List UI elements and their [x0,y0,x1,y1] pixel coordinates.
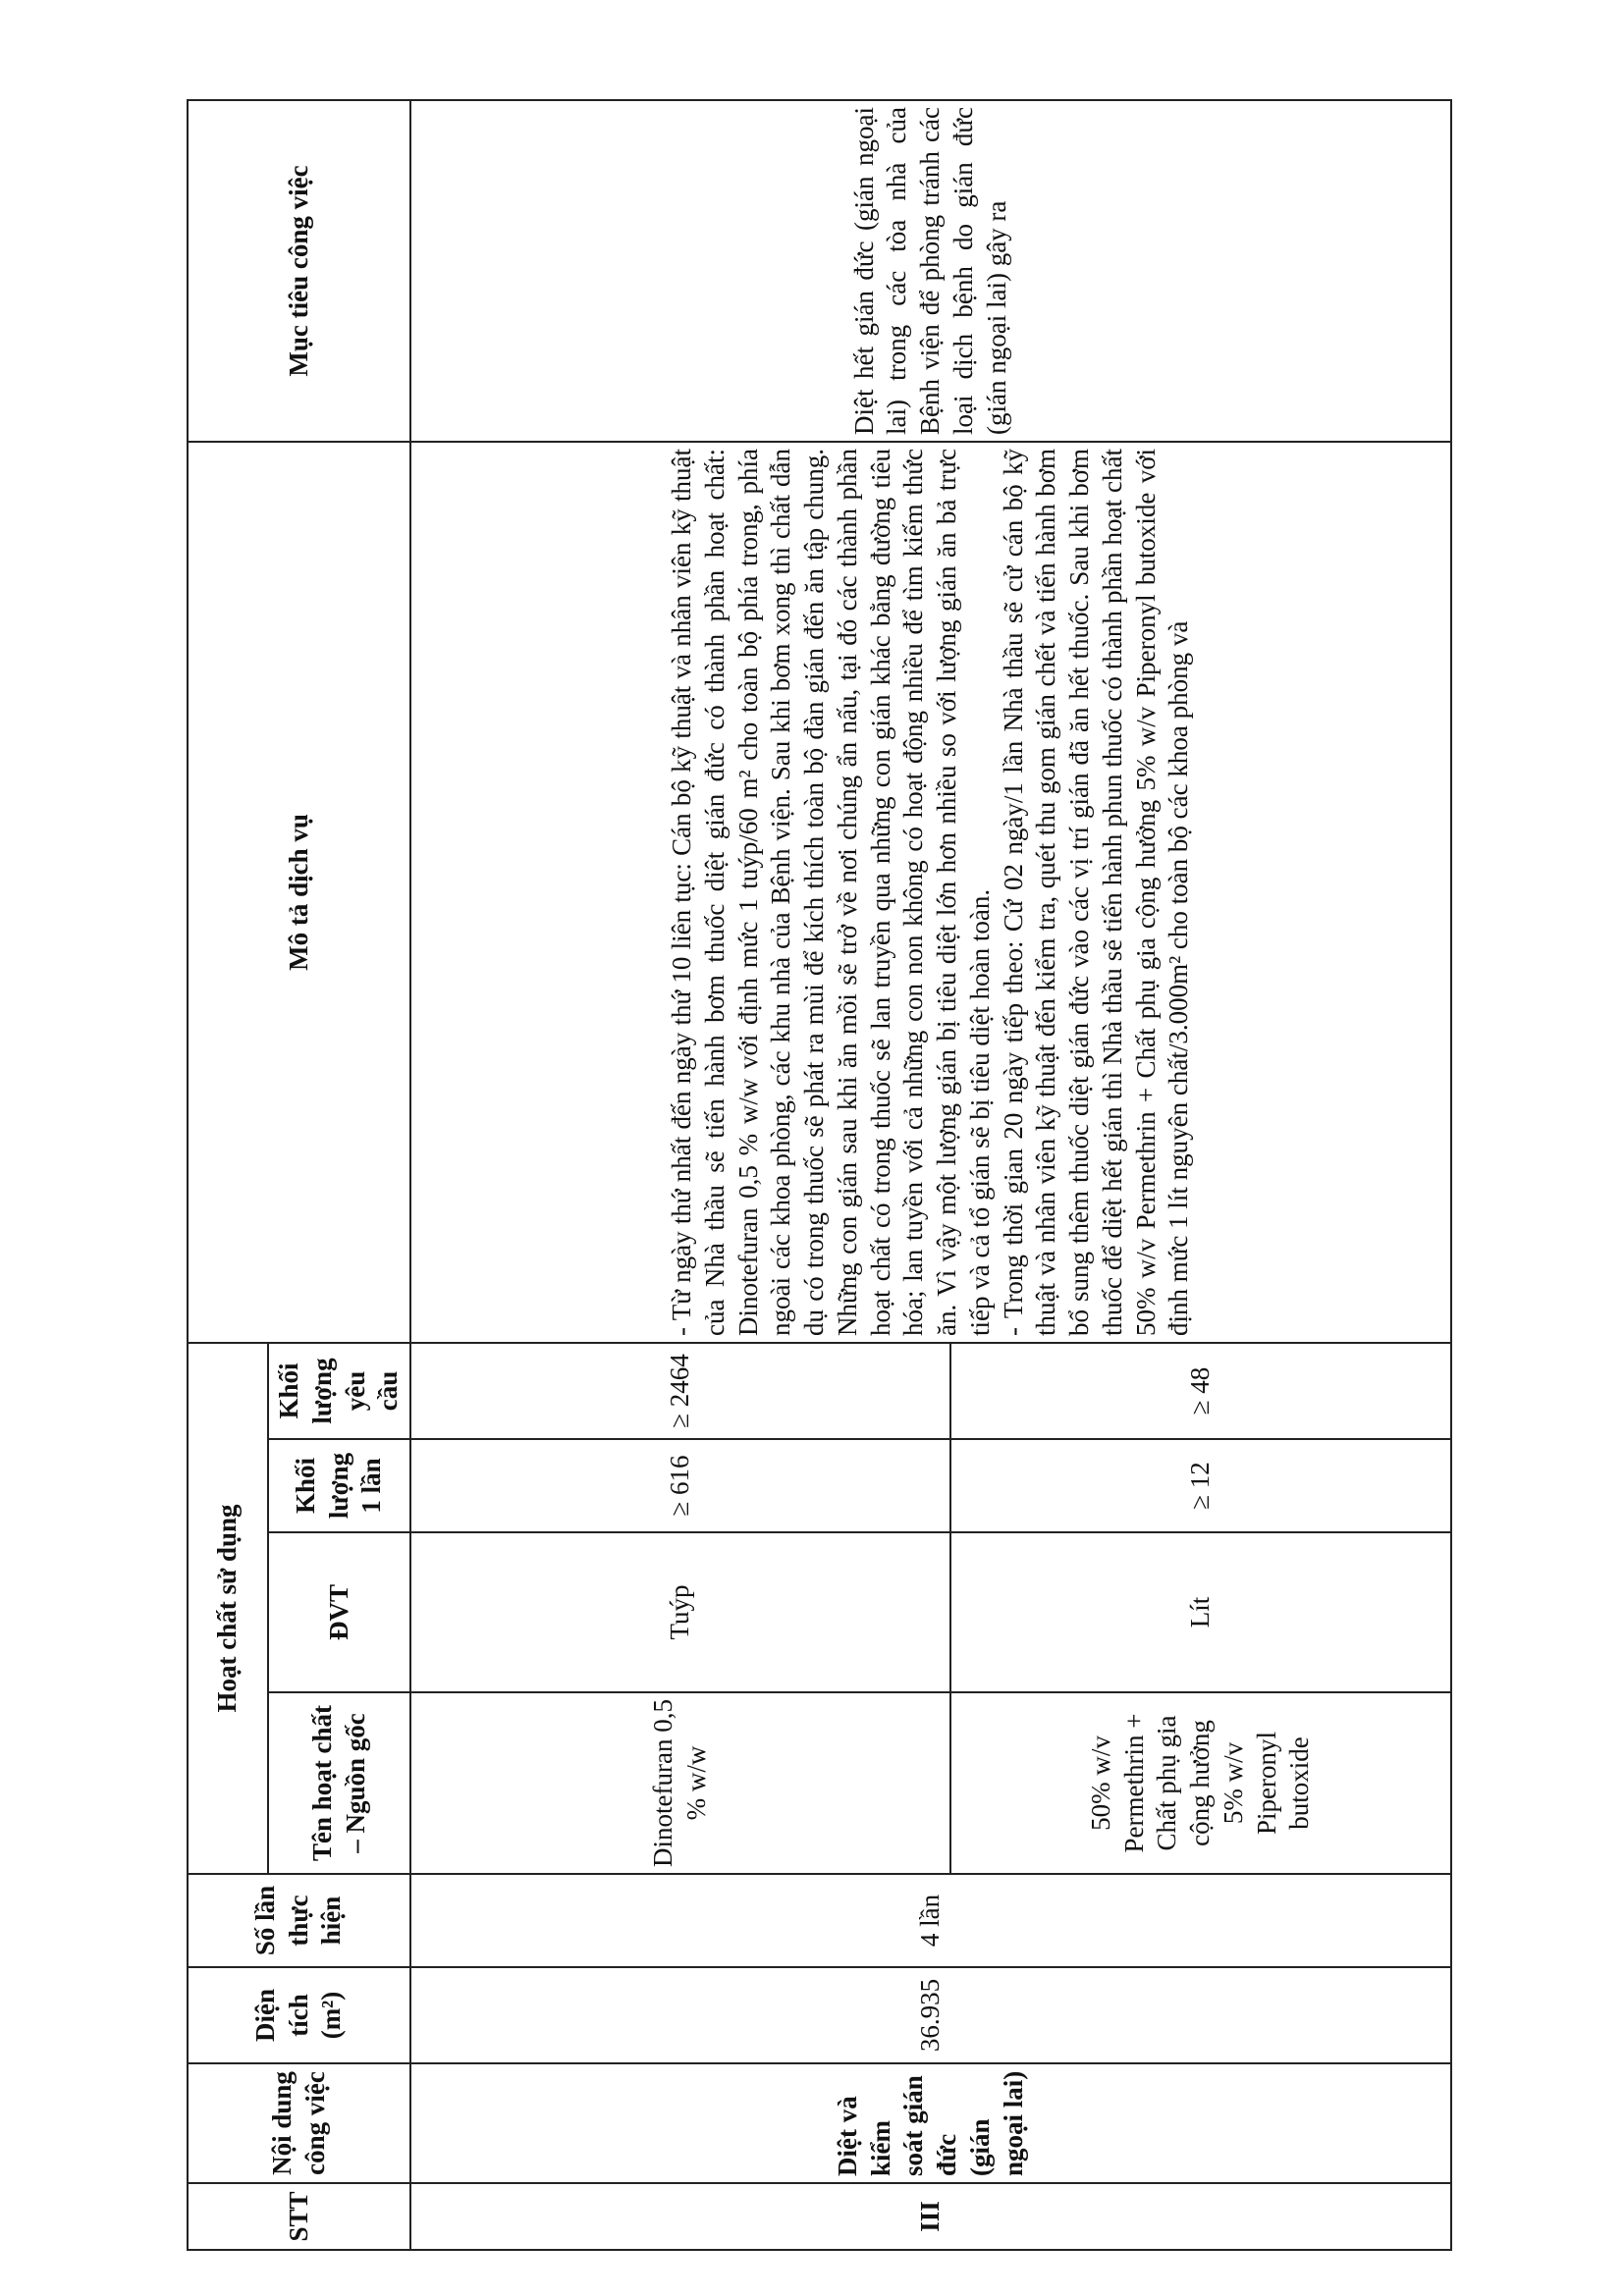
header-content: Nội dung công việc [188,2063,410,2183]
row-stt: III [410,2183,1451,2250]
service-description [410,442,1451,1343]
header-chemical-name: Tên hoạt chất – Nguồn gốc [268,1692,410,1874]
header-stt: STT [188,2183,410,2250]
row-content: Diệt và kiểm soát gián đức (gián ngoại lai) [410,2063,1451,2183]
row-area: 36.935 [410,1967,1451,2063]
header-description: Mô tả dịch vụ [188,442,410,1343]
chemical-qty-required-2: ≥ 48 [950,1343,1451,1439]
table-row [410,100,950,2250]
chemical-qty-required-1: ≥ 2464 [410,1343,950,1439]
rotated-page [187,101,1434,2251]
header-unit: ĐVT [268,1532,410,1692]
chemical-unit-1: Tuýp [410,1532,950,1692]
service-table [187,99,1452,2251]
description-paragraph-2: - Trong thời gian 20 ngày tiếp theo: Cứ 02 ngày/1 lần Nhà thầu sẽ cử cán bộ kỹ thuật và nhân viên kỹ thuật đến kiểm tra, quét thu gom gián chết và tiến hành bơm bổ sung thêm thuốc diệt gián đức vào các vị trí gián đã ăn hết thuốc. Sau khi bơm thuốc để diệt hết gián thì Nhà thầu sẽ tiến hành phun thuốc có thành phần hoạt chất 50% w/v Permethrin + Chất phụ gia cộng hưởng 5% w/v Piperonyl butoxide với định mức 1 lít nguyên chất/3.000m² cho toàn bộ các khoa phòng và [998,449,1194,1336]
work-goal: Diệt hết gián đức (gián ngoại lai) trong các tòa nhà của Bệnh viện để phòng tránh các loại dịch bệnh do gián đức (gián ngoại lai) gây ra [410,100,1451,442]
header-times: Số lần thực hiện [188,1874,410,1967]
row-times: 4 lần [410,1874,1451,1967]
chemical-unit-2: Lít [950,1532,1451,1692]
header-qty-required: Khối lượng yêu cầu [268,1343,410,1439]
chemical-qty-once-2: ≥ 12 [950,1439,1451,1532]
description-paragraph-1: - Từ ngày thứ nhất đến ngày thứ 10 liên tục: Cán bộ kỹ thuật và nhân viên kỹ thuật của Nhà thầu sẽ tiến hành bơm thuốc diệt gián đức có thành phần hoạt chất: Dinotefuran 0,5 % w/w với định mức 1 tuýp/60 m² cho toàn bộ phía trong, phía ngoài các khoa phòng, các khu nhà của Bệnh viện. Sau khi bơm xong thì chất dẫn dụ có trong thuốc sẽ phát ra mùi để kích thích toàn bộ đàn gián đến ăn tập chung. Những con gián sau khi ăn mồi sẽ trở về nơi chúng ẩn nấu, tại đó các thành phần hoạt chất có trong thuốc sẽ lan truyền qua những con gián khác bằng đường tiêu hóa; lan tuyền với cả những con non không có hoạt động nhiều để tìm kiếm thức ăn. Vì vậy một lượng gián bị tiêu diệt lớn hơn nhiều so với lượng gián ăn bả trực tiếp và cả tổ gián sẽ bị tiêu diệt hoàn toàn. [667,449,995,1336]
chemical-name-1: Dinotefuran 0,5 % w/w [410,1692,950,1874]
chemical-name-2: 50% w/v Permethrin + Chất phụ gia cộng hưởng 5% w/v Piperonyl butoxide [950,1692,1451,1874]
chemical-qty-once-1: ≥ 616 [410,1439,950,1532]
header-active-group: Hoạt chất sử dụng [188,1343,268,1874]
header-goal: Mục tiêu công việc [188,100,410,442]
header-area: Diện tích (m²) [188,1967,410,2063]
header-qty-once: Khối lượng 1 lần [268,1439,410,1532]
